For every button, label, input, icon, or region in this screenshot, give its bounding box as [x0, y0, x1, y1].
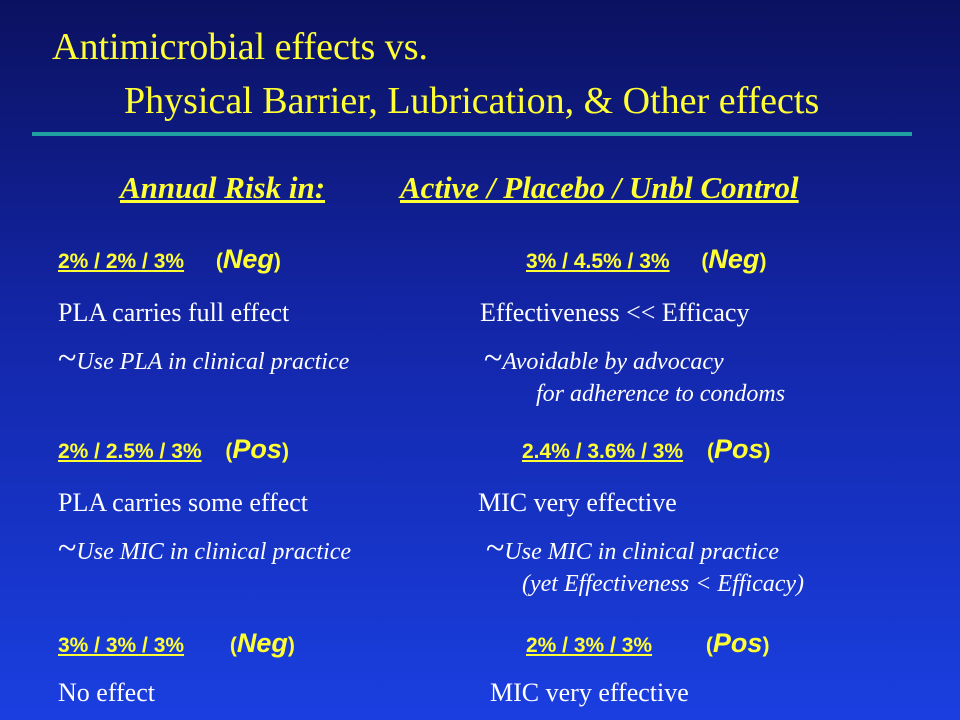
- subhead-arms: Active / Placebo / Unbl Control: [400, 170, 799, 205]
- result-tag: Neg: [222, 244, 274, 274]
- result-tag: Pos: [713, 434, 764, 464]
- row-2-right-line-1: MIC very effective: [478, 488, 677, 517]
- row-2-right-line-2: [486, 532, 779, 566]
- subhead-annual-risk: Annual Risk in:: [120, 170, 326, 205]
- result-tag: Pos: [712, 628, 763, 658]
- risk-values: 3% / 4.5% / 3%: [526, 250, 670, 273]
- tilde-glyph: ~: [58, 340, 77, 377]
- tilde-glyph: ~: [486, 530, 505, 567]
- slide-title-line-2: Physical Barrier, Lubrication, & Other effects: [124, 80, 820, 122]
- result-tag: Neg: [708, 244, 760, 274]
- row-1-left-line-2: [58, 342, 349, 376]
- risk-row-1-right: 3% / 4.5% / 3% (Neg): [526, 244, 767, 274]
- result-tag: Pos: [232, 434, 282, 464]
- note-text: Use MIC in clinical practice: [76, 539, 351, 565]
- risk-values: 2.4% / 3.6% / 3%: [522, 440, 684, 463]
- row-1-right-line-3: for adherence to condoms: [536, 381, 786, 407]
- row-1-right-line-1: Effectiveness << Efficacy: [480, 298, 750, 327]
- risk-row-3-right: 2% / 3% / 3% (Pos): [526, 628, 770, 658]
- risk-row-2-right: 2.4% / 3.6% / 3% (Pos): [522, 434, 771, 464]
- tilde-glyph: ~: [58, 530, 77, 567]
- risk-values: 2% / 3% / 3%: [526, 634, 653, 657]
- note-text: Avoidable by advocacy: [502, 349, 724, 375]
- row-2-left-line-2: [58, 532, 351, 566]
- row-2-right-line-3: (yet Effectiveness < Efficacy): [522, 571, 805, 597]
- slide-title-line-1: Antimicrobial effects vs.: [52, 26, 429, 68]
- title-divider: [32, 132, 912, 136]
- risk-row-2-left: 2% / 2.5% / 3% (Pos): [58, 434, 289, 464]
- note-text: Use MIC in clinical practice: [504, 539, 779, 565]
- risk-values: 2% / 2.5% / 3%: [58, 440, 202, 463]
- row-2-left-line-1: PLA carries some effect: [58, 488, 309, 517]
- risk-row-1-left: 2% / 2% / 3% (Neg): [58, 244, 281, 274]
- note-text: Use PLA in clinical practice: [76, 349, 350, 375]
- row-1-left-line-1: PLA carries full effect: [58, 298, 290, 327]
- risk-values: 3% / 3% / 3%: [58, 634, 185, 657]
- risk-values: 2% / 2% / 3%: [58, 250, 185, 273]
- risk-row-3-left: 3% / 3% / 3% (Neg): [58, 628, 295, 658]
- row-1-right-line-2: [484, 342, 724, 376]
- tilde-glyph: ~: [484, 340, 503, 377]
- result-tag: Neg: [236, 628, 288, 658]
- row-3-left-line-1: No effect: [58, 678, 155, 707]
- row-3-right-line-1: MIC very effective: [490, 678, 689, 707]
